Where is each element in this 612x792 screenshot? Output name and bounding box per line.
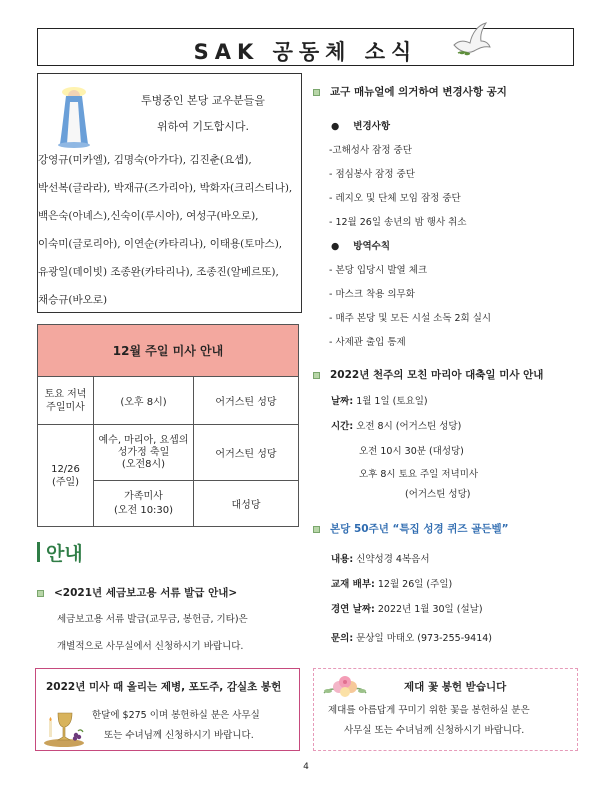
mass-table-title: 12월 주일 미사 안내 [38,325,299,377]
mass-row3-event: 가족미사 (오전 10:30) [94,481,194,527]
dot-bullet-icon: ● [331,121,340,132]
prayer-heading-line-1: 투병중인 본당 교우분들을 [141,94,265,107]
quiz-contest-label: 경연 날짜: [331,604,375,615]
prayer-request-box [37,73,302,313]
prevention-item: - 매주 본당 및 모든 시설 소독 2회 실시 [329,313,492,324]
quiz-heading [313,521,509,536]
page-number: 4 [303,762,309,772]
feast-time-value: 오전 8시 (어거스틴 성당) [356,421,462,432]
tax-notice-heading [37,585,237,600]
page-title: SAK 공동체 소식 [193,40,418,64]
prayer-name-line: 이숙미(글로리아), 이연순(카타리나), 이태용(토마스), [38,238,283,250]
flower-line: 사무실 또는 수녀님께 신청하시기 바랍니다. [344,725,525,736]
prayer-name-line: 박선복(글라라), 박재규(즈가리아), 박화자(크리스티나), [38,182,293,194]
quiz-book-value: 12월 26일 (주일) [377,579,453,590]
change-item: - 레지오 및 단체 모임 잠정 중단 [329,193,461,204]
feast-date-value: 1월 1일 (토요일) [356,396,428,407]
manual-heading [313,84,507,99]
quiz-contest [331,601,483,615]
mass-row1-time: (오후 8시) [94,377,194,425]
offering-title: 2022년 미사 때 올리는 제병, 포도주, 감실초 봉헌 [46,681,282,693]
tax-notice-line: 개별적으로 사무실에서 신청하시기 바랍니다. [57,641,244,652]
chalice-icon [42,699,86,747]
square-bullet-icon [313,526,320,533]
quiz-book [331,576,452,590]
prayer-heading [113,88,293,140]
feast-title: 2022년 천주의 모친 마리아 대축일 미사 안내 [330,369,544,381]
change-item: - 점심봉사 잠정 중단 [329,169,415,180]
feast-time-3: 오후 8시 토요 주일 저녁미사 [359,469,479,480]
quiz-contest-value: 2022년 1월 30일 (설날) [377,604,483,615]
mass-row1-day: 토요 저녁 주일미사 [38,377,94,425]
change-item: - 12월 26일 송년의 밤 행사 취소 [329,217,467,228]
prayer-name-line: 채승규(바오로) [38,294,108,306]
square-bullet-icon [37,590,44,597]
altar-flower-box [313,668,578,751]
flower-line: 제대를 아름답게 꾸미기 위한 꽃을 봉헌하실 분은 [328,705,530,716]
prayer-name-line: 백은숙(아녜스),신숙이(루시아), 여성구(바오로), [38,210,259,222]
feast-heading [313,367,543,382]
manual-title: 교구 매뉴얼에 의거하여 변경사항 공지 [330,86,507,98]
quiz-inquiry [331,630,492,644]
tax-notice-title: <2021년 세금보고용 서류 발급 안내> [54,587,238,599]
feast-date [331,393,428,407]
prevention-label: 방역수칙 [353,241,391,252]
changes-heading [331,118,390,132]
quiz-inquiry-value: 문상일 마태오 (973-255-9414) [356,633,492,644]
quiz-content-label: 내용: [331,554,354,565]
square-bullet-icon [313,89,320,96]
feast-time-label: 시간: [331,421,354,432]
offering-line: 한달에 $275 이며 봉헌하실 분은 사무실 [92,710,260,721]
feast-time-2: 오전 10시 30분 (대성당) [359,446,464,457]
square-bullet-icon [313,372,320,379]
mass-schedule-table [37,324,299,527]
mass-row2-place: 어거스틴 성당 [194,425,299,481]
quiz-content [331,551,430,565]
mass-row2-day: 12/26 (주일) [38,425,94,527]
offering-box [35,668,300,751]
quiz-title-quote: “특집 성경 퀴즈 골든벨” [392,523,509,535]
prayer-name-line: 유광일(데이빗) 조종완(카타리나), 조종진(알베르또), [38,266,279,278]
quiz-book-label: 교재 배부: [331,579,375,590]
mass-row2-event: 예수, 마리아, 요셉의 성가정 축일 (오전8시) [94,425,194,481]
notice-section-title: 안내 [46,543,83,565]
quiz-title-prefix: 본당 50주년 [330,523,393,535]
mass-row3-place: 대성당 [194,481,299,527]
feast-date-label: 날짜: [331,396,354,407]
feast-time-3-place: (어거스틴 성당) [405,489,471,500]
dove-icon [448,19,492,63]
prevention-item: - 마스크 착용 의무화 [329,289,415,300]
dot-bullet-icon: ● [331,241,340,252]
quiz-inquiry-label: 문의: [331,633,354,644]
virgin-mary-icon [48,82,100,148]
changes-label: 변경사항 [353,121,391,132]
header-box [37,28,574,66]
flower-title: 제대 꽃 봉헌 받습니다 [404,681,507,693]
mass-row1-place: 어거스틴 성당 [194,377,299,425]
feast-time [331,418,461,432]
change-item: -고해성사 잠정 중단 [329,145,412,156]
prevention-heading [331,238,390,252]
quiz-content-value: 신약성경 4복음서 [356,554,430,565]
prayer-name-line: 강영규(미카엘), 김명숙(아가다), 김진춘(요셉), [38,154,252,166]
prayer-heading-line-2: 위하여 기도합시다. [156,120,249,133]
tax-notice-line: 세금보고용 서류 발급(교무금, 봉헌금, 기타)은 [57,614,248,625]
offering-line: 또는 수녀님께 신청하시기 바랍니다. [104,730,254,741]
prevention-item: - 본당 입당시 발열 체크 [329,265,428,276]
prevention-item: - 사제관 출입 통제 [329,337,406,348]
section-accent-bar [37,542,40,562]
